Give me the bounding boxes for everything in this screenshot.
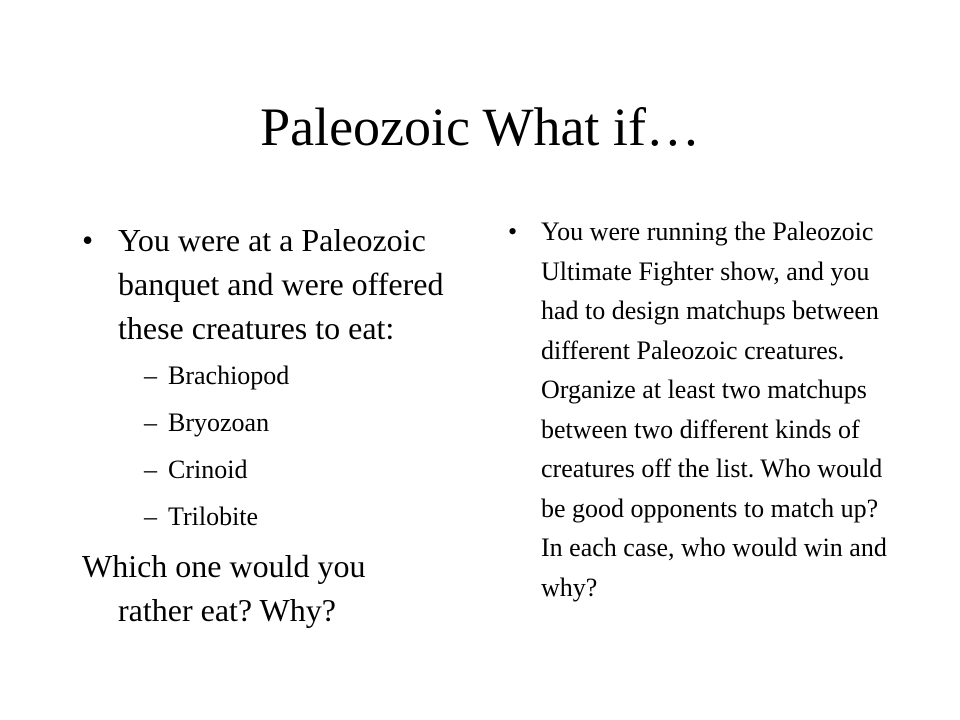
dash-icon: –: [144, 408, 157, 437]
fighter-show-bullet: [508, 212, 898, 607]
creature-list-item: [144, 452, 462, 488]
creature-name: Bryozoan: [168, 408, 270, 437]
fighter-show-bullet-text: You were running the Paleozoic Ultimate Fighter show, and you had to design matchups between different Paleozoic creatures. Organize at least two matchups between two different kinds of creatures off the list. Who would be good opponents to match up? In each case, who would win and why?: [541, 217, 887, 602]
creature-list-item: [144, 358, 462, 394]
left-column: [82, 218, 462, 632]
creature-name: Trilobite: [168, 502, 259, 531]
bullet-icon: •: [82, 222, 94, 258]
creature-name: Crinoid: [168, 455, 248, 484]
creature-list-item: [144, 405, 462, 441]
closing-question: [82, 544, 462, 632]
creature-list: [82, 358, 462, 535]
closing-question-line2: rather eat? Why?: [118, 592, 336, 628]
bullet-icon: •: [508, 217, 518, 246]
closing-question-line1: Which one would you: [82, 548, 366, 584]
dash-icon: –: [144, 361, 157, 390]
banquet-bullet: [82, 218, 462, 350]
creature-list-item: [144, 499, 462, 535]
creature-name: Brachiopod: [168, 361, 290, 390]
banquet-bullet-text: You were at a Paleozoic banquet and were offered these creatures to eat:: [118, 222, 444, 346]
right-column: [508, 212, 898, 607]
dash-icon: –: [144, 455, 157, 484]
slide-title: Paleozoic What if…: [260, 97, 700, 157]
dash-icon: –: [144, 502, 157, 531]
